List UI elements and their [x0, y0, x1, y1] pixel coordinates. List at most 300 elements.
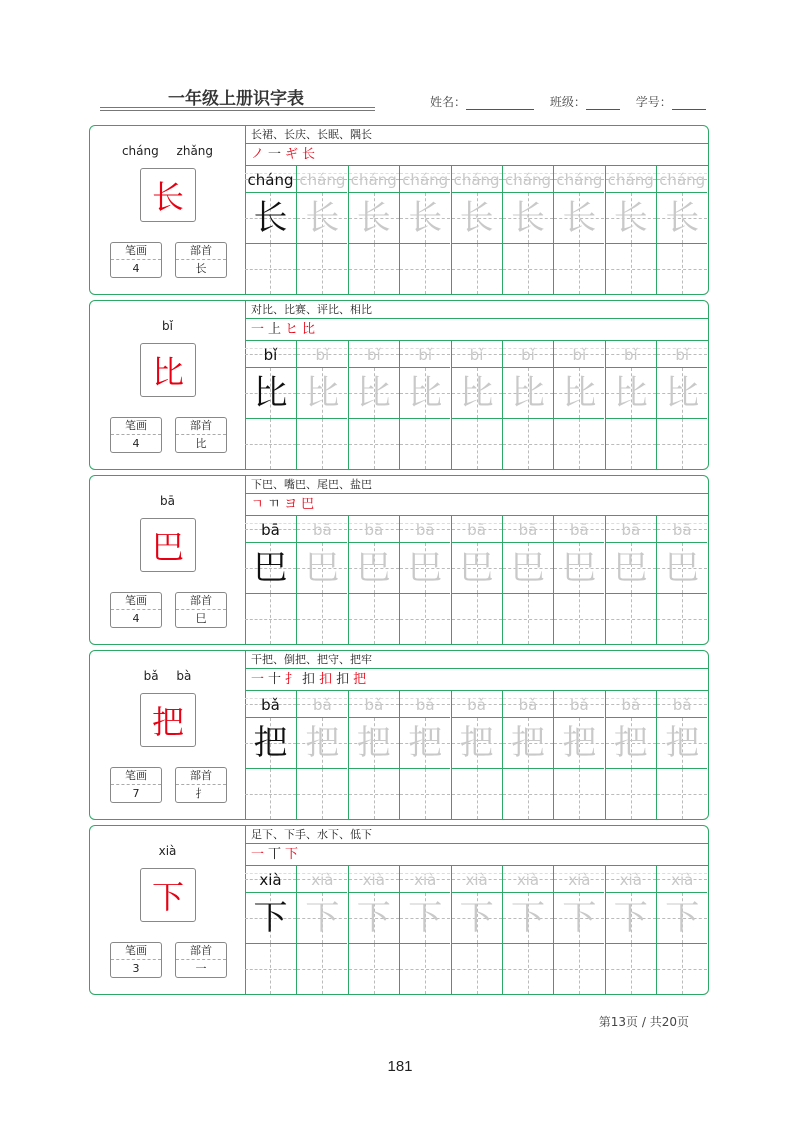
stroke-step: 一: [251, 847, 265, 862]
pinyin-cell[interactable]: [245, 866, 296, 893]
tracing-cell[interactable]: [503, 543, 553, 594]
stroke-count-box: [110, 942, 162, 978]
blank-writing-cell[interactable]: [245, 244, 296, 294]
pinyin-text: bǐ: [469, 346, 484, 364]
blank-writing-cell[interactable]: [297, 769, 347, 819]
tracing-glyph: 比: [305, 373, 340, 413]
tracing-cell[interactable]: [245, 893, 296, 944]
stroke-step: 巴: [301, 497, 315, 512]
pinyin-cell[interactable]: [245, 691, 296, 718]
tracing-cell[interactable]: [503, 368, 553, 419]
tracing-cell[interactable]: [245, 368, 296, 419]
pinyin-cell[interactable]: [503, 691, 553, 718]
blank-writing-cell[interactable]: [349, 244, 399, 294]
pinyin-cell[interactable]: [606, 691, 656, 718]
blank-writing-cell[interactable]: [400, 944, 450, 994]
grid-column: [348, 516, 399, 644]
tracing-glyph: 比: [665, 373, 700, 413]
pinyin-text: cháng: [299, 171, 346, 189]
pinyin-cell[interactable]: [400, 866, 450, 893]
character-pinyin: bā: [160, 494, 175, 508]
blank-writing-cell[interactable]: [503, 944, 553, 994]
grid-column: [451, 166, 502, 294]
example-words: 干把、倒把、把守、把牢: [245, 651, 708, 669]
pinyin-cell[interactable]: [245, 166, 296, 193]
tracing-cell[interactable]: [400, 893, 450, 944]
pinyin-cell[interactable]: [452, 516, 502, 543]
blank-writing-cell[interactable]: [657, 244, 707, 294]
number-blank[interactable]: [672, 97, 706, 110]
pinyin-text: xià: [311, 871, 334, 889]
pinyin-cell[interactable]: [554, 166, 604, 193]
tracing-glyph: 巴: [356, 548, 391, 588]
pinyin-cell[interactable]: [349, 516, 399, 543]
grid-column: [502, 866, 553, 994]
tracing-cell[interactable]: [452, 543, 502, 594]
pinyin-text: bā: [621, 521, 641, 539]
tracing-glyph: 下: [305, 898, 340, 938]
pinyin-cell[interactable]: [297, 166, 347, 193]
blank-writing-cell[interactable]: [297, 244, 347, 294]
stroke-count-label: 笔画: [111, 418, 161, 435]
pinyin-cell[interactable]: [400, 166, 450, 193]
pinyin-cell[interactable]: [657, 516, 707, 543]
blank-writing-cell[interactable]: [554, 769, 604, 819]
pinyin-cell[interactable]: [349, 166, 399, 193]
pinyin-text: cháng: [350, 171, 397, 189]
blank-writing-cell[interactable]: [657, 769, 707, 819]
radical-label: 部首: [176, 243, 226, 260]
stroke-step: ㄲ: [267, 497, 281, 512]
grid-column: [605, 166, 656, 294]
stroke-count-label: 笔画: [111, 943, 161, 960]
pinyin-cell[interactable]: [400, 516, 450, 543]
pinyin-cell[interactable]: [452, 691, 502, 718]
pinyin-text: xià: [362, 871, 385, 889]
pinyin-text: bǐ: [675, 346, 690, 364]
tracing-glyph: 下: [665, 898, 700, 938]
stroke-step: 上: [268, 322, 282, 337]
blank-writing-cell[interactable]: [657, 419, 707, 469]
pinyin-text: cháng: [402, 171, 449, 189]
pinyin-cell[interactable]: [245, 516, 296, 543]
tracing-glyph: 巴: [253, 548, 288, 588]
tracing-cell[interactable]: [297, 543, 347, 594]
character-display-box: [140, 693, 196, 747]
tracing-cell[interactable]: [606, 893, 656, 944]
blank-writing-cell[interactable]: [554, 944, 604, 994]
blank-writing-cell[interactable]: [400, 419, 450, 469]
blank-writing-cell[interactable]: [400, 769, 450, 819]
pinyin-text: bā: [518, 521, 538, 539]
pinyin-text: bǐ: [521, 346, 535, 364]
stroke-step: 一: [251, 322, 265, 337]
grid-column: [296, 691, 347, 819]
blank-writing-cell[interactable]: [452, 594, 502, 644]
blank-writing-cell[interactable]: [245, 594, 296, 644]
pinyin-cell[interactable]: [606, 866, 656, 893]
tracing-cell[interactable]: [400, 368, 450, 419]
tracing-cell[interactable]: [606, 193, 656, 244]
pinyin-cell[interactable]: [245, 341, 296, 368]
stroke-step: 扣: [319, 672, 333, 687]
radical-label: 部首: [176, 418, 226, 435]
pinyin-text: xià: [568, 871, 591, 889]
character-info-panel: [90, 651, 246, 819]
tracing-glyph: 长: [459, 198, 494, 238]
blank-writing-cell[interactable]: [657, 944, 707, 994]
grid-column: [502, 691, 553, 819]
tracing-glyph: 长: [408, 198, 443, 238]
pinyin-cell[interactable]: [606, 341, 656, 368]
grid-column: [553, 866, 604, 994]
tracing-cell[interactable]: [245, 543, 296, 594]
blank-writing-cell[interactable]: [452, 419, 502, 469]
tracing-glyph: 把: [356, 723, 391, 763]
pinyin-cell[interactable]: [657, 691, 707, 718]
writing-grid: [245, 866, 708, 994]
blank-writing-cell[interactable]: [400, 244, 450, 294]
tracing-glyph: 比: [253, 373, 288, 413]
grid-column: [656, 516, 707, 644]
pinyin-cell[interactable]: [554, 341, 604, 368]
tracing-cell[interactable]: [400, 718, 450, 769]
stroke-step: 扣: [302, 672, 316, 687]
pinyin-text: bā: [570, 521, 589, 539]
tracing-cell[interactable]: [400, 543, 450, 594]
grid-column: [451, 691, 502, 819]
pinyin-cell[interactable]: [657, 166, 707, 193]
grid-column: [451, 341, 502, 469]
pinyin-cell[interactable]: [349, 691, 399, 718]
pinyin-cell[interactable]: [503, 166, 553, 193]
grid-column: [502, 516, 553, 644]
pinyin-text: bǐ: [366, 346, 381, 364]
pinyin-text: xià: [516, 871, 540, 889]
stroke-step: 长: [302, 147, 316, 162]
stroke-count-value: 3: [132, 962, 140, 975]
blank-writing-cell[interactable]: [245, 944, 296, 994]
pinyin-cell[interactable]: [657, 341, 707, 368]
tracing-glyph: 比: [562, 373, 597, 413]
blank-writing-cell[interactable]: [452, 244, 502, 294]
pinyin-text: xià: [619, 871, 642, 889]
grid-column: [553, 341, 604, 469]
character-pinyin: bǐ: [162, 319, 173, 333]
pinyin-text: bā: [467, 521, 486, 539]
tracing-cell[interactable]: [452, 893, 502, 944]
grid-column: [399, 866, 450, 994]
pinyin-cell[interactable]: [503, 516, 553, 543]
grid-column: [399, 341, 450, 469]
tracing-glyph: 比: [613, 373, 648, 413]
grid-column: [296, 516, 347, 644]
pinyin-text: cháng: [659, 171, 706, 189]
tracing-cell[interactable]: [554, 718, 604, 769]
pinyin-cell[interactable]: [400, 341, 450, 368]
pinyin-text: bǎ: [313, 696, 332, 714]
tracing-glyph: 长: [511, 198, 545, 238]
stroke-count-box: [110, 592, 162, 628]
blank-writing-cell[interactable]: [657, 594, 707, 644]
character-info-panel: [90, 301, 246, 469]
tracing-cell[interactable]: [554, 543, 604, 594]
tracing-cell[interactable]: [554, 368, 604, 419]
class-label: 班级：: [549, 95, 586, 109]
tracing-glyph: 把: [511, 723, 545, 763]
grid-column: [296, 166, 347, 294]
tracing-cell[interactable]: [606, 718, 656, 769]
pinyin-cell[interactable]: [606, 516, 656, 543]
tracing-cell[interactable]: [606, 368, 656, 419]
tracing-glyph: 比: [459, 373, 494, 413]
stroke-step: 扌: [285, 672, 299, 687]
blank-writing-cell[interactable]: [400, 594, 450, 644]
grid-column: [348, 166, 399, 294]
tracing-cell[interactable]: [503, 193, 553, 244]
blank-writing-cell[interactable]: [503, 769, 553, 819]
grid-column: [656, 691, 707, 819]
pinyin-cell[interactable]: [349, 341, 399, 368]
tracing-cell[interactable]: [657, 893, 707, 944]
pinyin-cell[interactable]: [554, 866, 604, 893]
character-card: [89, 825, 709, 995]
stroke-step: ヒ: [285, 322, 299, 337]
tracing-cell[interactable]: [606, 543, 656, 594]
stroke-order-row: [245, 144, 708, 166]
tracing-glyph: 下: [408, 898, 443, 938]
student-info-fields: [430, 93, 706, 110]
title-underline-second: [100, 110, 375, 111]
pinyin-text: bǐ: [623, 346, 638, 364]
blank-writing-cell[interactable]: [606, 244, 656, 294]
radical-label: 部首: [176, 768, 226, 785]
pinyin-text: bā: [261, 521, 280, 539]
character-glyph: 比: [151, 353, 184, 391]
blank-writing-cell[interactable]: [245, 769, 296, 819]
pinyin-cell[interactable]: [452, 866, 502, 893]
tracing-glyph: 把: [613, 723, 648, 763]
tracing-glyph: 巴: [408, 548, 443, 588]
name-blank[interactable]: [466, 97, 534, 110]
grid-column: [605, 516, 656, 644]
grid-column: [656, 866, 707, 994]
grid-column: [553, 691, 604, 819]
character-display-box: [140, 868, 196, 922]
blank-writing-cell[interactable]: [349, 944, 399, 994]
tracing-cell[interactable]: [657, 543, 707, 594]
pinyin-text: bǎ: [672, 696, 692, 714]
character-glyph: 巴: [151, 528, 184, 566]
title-underline: [100, 107, 375, 108]
grid-column: [296, 341, 347, 469]
tracing-cell[interactable]: [245, 718, 296, 769]
grid-column: [605, 341, 656, 469]
grid-column: [245, 341, 296, 469]
tracing-glyph: 长: [305, 198, 340, 238]
grid-column: [348, 341, 399, 469]
character-info-panel: [90, 476, 246, 644]
tracing-cell[interactable]: [554, 893, 604, 944]
pinyin-cell[interactable]: [297, 341, 347, 368]
name-label: 姓名：: [430, 95, 467, 109]
pinyin-text: bā: [415, 521, 435, 539]
tracing-cell[interactable]: [349, 368, 399, 419]
pinyin-cell[interactable]: [503, 341, 553, 368]
character-glyph: 把: [151, 703, 184, 741]
radical-box: [175, 242, 227, 278]
radical-value: 长: [195, 262, 207, 275]
writing-grid: [245, 516, 708, 644]
character-pinyin: cháng zhǎng: [121, 144, 214, 158]
tracing-glyph: 巴: [305, 548, 340, 588]
example-words: 长裙、长庆、长眠、隅长: [245, 126, 708, 144]
example-words: 对比、比赛、评比、相比: [245, 301, 708, 319]
character-display-box: [140, 343, 196, 397]
blank-writing-cell[interactable]: [245, 419, 296, 469]
number-label: 学号：: [635, 95, 672, 109]
tracing-cell[interactable]: [297, 718, 347, 769]
tracing-cell[interactable]: [452, 193, 502, 244]
grid-column: [451, 516, 502, 644]
tracing-glyph: 巴: [511, 548, 545, 588]
stroke-count-box: [110, 767, 162, 803]
pinyin-text: bǐ: [572, 346, 587, 364]
blank-writing-cell[interactable]: [349, 769, 399, 819]
blank-writing-cell[interactable]: [503, 594, 553, 644]
pinyin-text: cháng: [556, 171, 603, 189]
practice-panel: [245, 476, 708, 644]
tracing-glyph: 把: [562, 723, 597, 763]
tracing-cell[interactable]: [657, 718, 707, 769]
pinyin-cell[interactable]: [297, 691, 347, 718]
tracing-glyph: 下: [356, 898, 391, 938]
tracing-glyph: 把: [408, 723, 443, 763]
blank-writing-cell[interactable]: [297, 944, 347, 994]
grid-column: [656, 341, 707, 469]
grid-column: [296, 866, 347, 994]
pinyin-cell[interactable]: [297, 866, 347, 893]
blank-writing-cell[interactable]: [503, 419, 553, 469]
blank-writing-cell[interactable]: [606, 594, 656, 644]
radical-label: 部首: [176, 943, 226, 960]
blank-writing-cell[interactable]: [554, 244, 604, 294]
blank-writing-cell[interactable]: [297, 419, 347, 469]
grid-column: [553, 166, 604, 294]
stroke-order-row: [245, 494, 708, 516]
tracing-cell[interactable]: [503, 893, 553, 944]
pinyin-text: xià: [671, 871, 694, 889]
stroke-step: 一: [251, 672, 265, 687]
blank-writing-cell[interactable]: [606, 769, 656, 819]
tracing-cell[interactable]: [297, 893, 347, 944]
tracing-cell[interactable]: [554, 193, 604, 244]
pinyin-text: bǎ: [364, 696, 384, 714]
tracing-cell[interactable]: [349, 718, 399, 769]
tracing-glyph: 下: [459, 898, 494, 938]
tracing-glyph: 下: [253, 898, 288, 938]
tracing-cell[interactable]: [503, 718, 553, 769]
tracing-glyph: 把: [665, 723, 700, 763]
pinyin-cell[interactable]: [452, 341, 502, 368]
page-info: 第13页 / 共20页: [598, 1015, 689, 1029]
tracing-cell[interactable]: [400, 193, 450, 244]
blank-writing-cell[interactable]: [606, 419, 656, 469]
tracing-cell[interactable]: [245, 193, 296, 244]
blank-writing-cell[interactable]: [297, 594, 347, 644]
class-blank[interactable]: [586, 97, 620, 110]
pinyin-cell[interactable]: [503, 866, 553, 893]
stroke-step: 比: [302, 322, 316, 337]
blank-writing-cell[interactable]: [349, 594, 399, 644]
practice-panel: [245, 826, 708, 994]
blank-writing-cell[interactable]: [349, 419, 399, 469]
tracing-cell[interactable]: [349, 543, 399, 594]
blank-writing-cell[interactable]: [606, 944, 656, 994]
pinyin-cell[interactable]: [400, 691, 450, 718]
grid-column: [502, 166, 553, 294]
pinyin-cell[interactable]: [657, 866, 707, 893]
tracing-cell[interactable]: [297, 193, 347, 244]
character-display-box: [140, 168, 196, 222]
tracing-cell[interactable]: [349, 193, 399, 244]
grid-column: [502, 341, 553, 469]
pinyin-text: bǐ: [418, 346, 433, 364]
tracing-cell[interactable]: [452, 718, 502, 769]
grid-column: [245, 866, 296, 994]
stroke-step: ㄱ: [251, 497, 264, 512]
worksheet-header: [100, 82, 710, 114]
stroke-count-box: [110, 417, 162, 453]
blank-writing-cell[interactable]: [503, 244, 553, 294]
character-info-panel: [90, 826, 246, 994]
tracing-cell[interactable]: [452, 368, 502, 419]
pinyin-text: bǎ: [570, 696, 589, 714]
pinyin-cell[interactable]: [349, 866, 399, 893]
radical-label: 部首: [176, 593, 226, 610]
tracing-cell[interactable]: [657, 368, 707, 419]
blank-writing-cell[interactable]: [452, 769, 502, 819]
radical-box: [175, 767, 227, 803]
tracing-glyph: 巴: [459, 548, 494, 588]
pinyin-cell[interactable]: [297, 516, 347, 543]
tracing-glyph: 巴: [613, 548, 648, 588]
tracing-cell[interactable]: [349, 893, 399, 944]
tracing-glyph: 巴: [562, 548, 597, 588]
pinyin-cell[interactable]: [554, 691, 604, 718]
pinyin-cell[interactable]: [452, 166, 502, 193]
tracing-cell[interactable]: [657, 193, 707, 244]
blank-writing-cell[interactable]: [554, 594, 604, 644]
pinyin-text: cháng: [607, 171, 654, 189]
pinyin-text: bǎ: [621, 696, 641, 714]
stroke-order-row: [245, 319, 708, 341]
stroke-count-label: 笔画: [111, 243, 161, 260]
pinyin-cell[interactable]: [554, 516, 604, 543]
blank-writing-cell[interactable]: [554, 419, 604, 469]
radical-box: [175, 417, 227, 453]
character-card: [89, 650, 709, 820]
tracing-glyph: 把: [253, 723, 288, 763]
stroke-step: 把: [353, 672, 367, 687]
pinyin-text: bǎ: [518, 696, 538, 714]
tracing-cell[interactable]: [297, 368, 347, 419]
stroke-count-box: [110, 242, 162, 278]
grid-column: [656, 166, 707, 294]
pinyin-cell[interactable]: [606, 166, 656, 193]
blank-writing-cell[interactable]: [452, 944, 502, 994]
pinyin-text: cháng: [505, 171, 551, 189]
